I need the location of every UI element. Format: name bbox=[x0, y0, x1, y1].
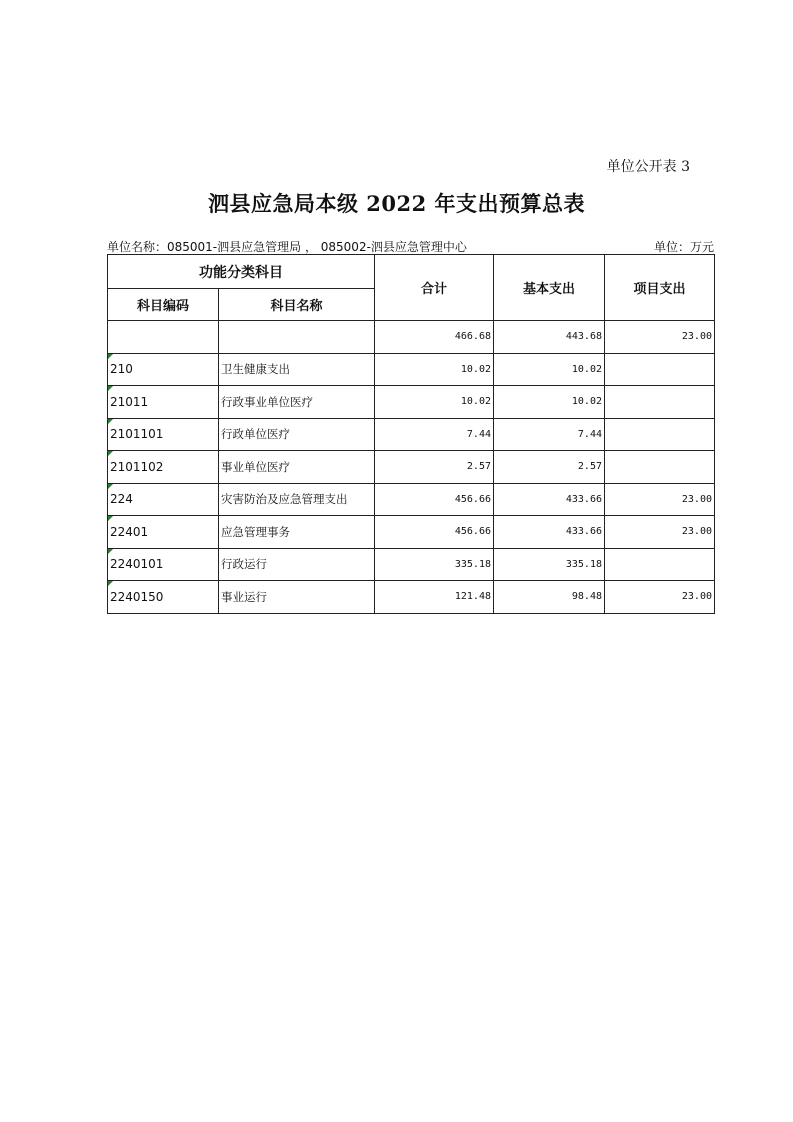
subject-name-cell: 行政事业单位医疗 bbox=[219, 386, 375, 419]
header-function-category: 功能分类科目 bbox=[108, 255, 375, 289]
project-cell bbox=[605, 386, 715, 419]
header-basic: 基本支出 bbox=[494, 255, 605, 321]
basic-cell: 2.57 bbox=[494, 451, 605, 484]
basic-cell: 10.02 bbox=[494, 353, 605, 386]
project-cell: 23.00 bbox=[605, 516, 715, 549]
subject-code-cell: 21011 bbox=[108, 386, 219, 419]
money-unit: 单位：万元 bbox=[653, 240, 714, 254]
total-cell: 456.66 bbox=[375, 516, 494, 549]
basic-cell: 10.02 bbox=[494, 386, 605, 419]
subject-code-cell: 2101101 bbox=[108, 418, 219, 451]
total-cell: 2.57 bbox=[375, 451, 494, 484]
budget-table bbox=[107, 254, 715, 614]
total-cell: 456.66 bbox=[375, 483, 494, 516]
project-cell bbox=[605, 418, 715, 451]
table-row bbox=[108, 548, 715, 581]
form-number: 单位公开表 3 bbox=[606, 159, 690, 175]
total-amount-cell: 466.68 bbox=[375, 321, 494, 354]
header-row-1 bbox=[108, 255, 715, 289]
table-row bbox=[108, 516, 715, 549]
subject-code-cell: 224 bbox=[108, 483, 219, 516]
header-code: 科目编码 bbox=[108, 289, 219, 321]
subject-name-cell: 行政运行 bbox=[219, 548, 375, 581]
table-row bbox=[108, 483, 715, 516]
basic-cell: 98.48 bbox=[494, 581, 605, 614]
unit-name: 单位名称：085001-泗县应急管理局 ， 085002-泗县应急管理中心 bbox=[107, 240, 467, 254]
subject-code-cell: 2240101 bbox=[108, 548, 219, 581]
header-name: 科目名称 bbox=[219, 289, 375, 321]
subject-name-cell: 灾害防治及应急管理支出 bbox=[219, 483, 375, 516]
total-basic-cell: 443.68 bbox=[494, 321, 605, 354]
subject-name-cell: 行政单位医疗 bbox=[219, 418, 375, 451]
table-row bbox=[108, 451, 715, 484]
subject-code-cell: 2101102 bbox=[108, 451, 219, 484]
total-code-cell bbox=[108, 321, 219, 354]
total-name-cell bbox=[219, 321, 375, 354]
basic-cell: 7.44 bbox=[494, 418, 605, 451]
total-cell: 121.48 bbox=[375, 581, 494, 614]
basic-cell: 433.66 bbox=[494, 483, 605, 516]
table-row bbox=[108, 353, 715, 386]
subject-code-cell: 2240150 bbox=[108, 581, 219, 614]
table-row bbox=[108, 386, 715, 419]
total-cell: 7.44 bbox=[375, 418, 494, 451]
project-cell bbox=[605, 548, 715, 581]
subject-code-cell: 210 bbox=[108, 353, 219, 386]
project-cell: 23.00 bbox=[605, 483, 715, 516]
total-cell: 10.02 bbox=[375, 386, 494, 419]
subject-name-cell: 事业单位医疗 bbox=[219, 451, 375, 484]
page-title: 泗县应急局本级 2022 年支出预算总表 bbox=[207, 191, 586, 216]
subject-name-cell: 事业运行 bbox=[219, 581, 375, 614]
subject-name-cell: 卫生健康支出 bbox=[219, 353, 375, 386]
table-row bbox=[108, 418, 715, 451]
basic-cell: 433.66 bbox=[494, 516, 605, 549]
project-cell: 23.00 bbox=[605, 581, 715, 614]
subject-name-cell: 应急管理事务 bbox=[219, 516, 375, 549]
total-row bbox=[108, 321, 715, 354]
total-cell: 10.02 bbox=[375, 353, 494, 386]
header-project: 项目支出 bbox=[605, 255, 715, 321]
total-project-cell: 23.00 bbox=[605, 321, 715, 354]
basic-cell: 335.18 bbox=[494, 548, 605, 581]
header-total: 合计 bbox=[375, 255, 494, 321]
total-cell: 335.18 bbox=[375, 548, 494, 581]
subject-code-cell: 22401 bbox=[108, 516, 219, 549]
project-cell bbox=[605, 451, 715, 484]
project-cell bbox=[605, 353, 715, 386]
table-row bbox=[108, 581, 715, 614]
